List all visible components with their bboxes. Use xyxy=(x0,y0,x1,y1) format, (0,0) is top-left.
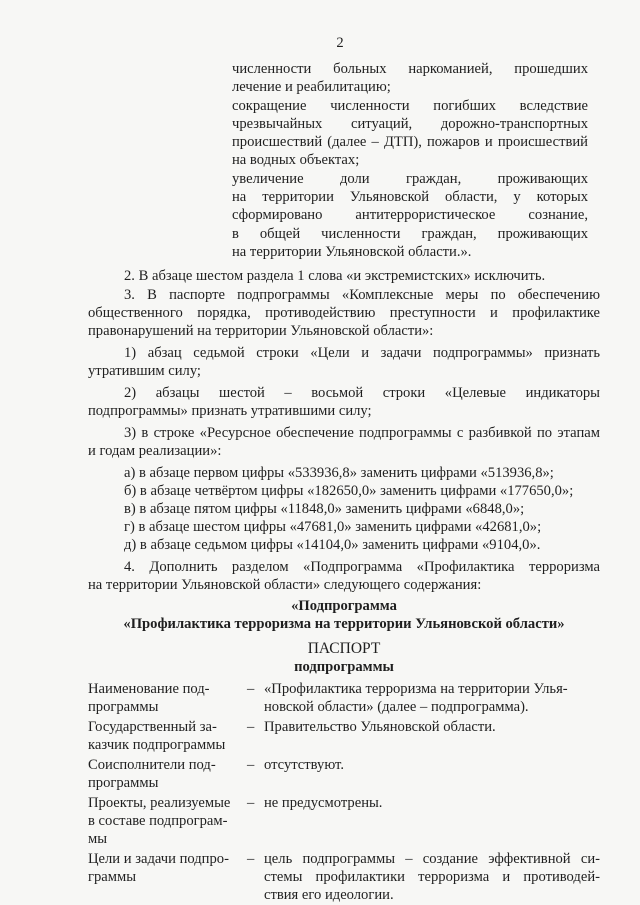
row-value: отсутствуют. xyxy=(264,757,344,773)
row-label: Соисполнители под- xyxy=(88,757,216,773)
text-line: сокращение численности погибших вследствие xyxy=(232,98,588,114)
text-line: на территории Ульяновской области.». xyxy=(232,244,472,260)
text-line: чрезвычайных ситуаций, дорожно-транспортных xyxy=(232,116,588,132)
subitem-g: г) в абзаце шестом цифры «47681,0» заменить цифрами «42681,0»; xyxy=(124,519,542,535)
row-dash: – xyxy=(247,795,255,811)
row-label: Наименование под- xyxy=(88,681,210,697)
item-3-2-line: 2) абзацы шестой – восьмой строки «Целевые индикаторы xyxy=(124,385,600,401)
row-value: «Профилактика терроризма на территории Улья- xyxy=(264,681,568,697)
item-4-line: на территории Ульяновской области» следующего содержания: xyxy=(88,577,482,593)
text-line: лечение и реабилитацию; xyxy=(232,79,391,95)
subitem-a: а) в абзаце первом цифры «533936,8» заменить цифрами «513936,8»; xyxy=(124,465,554,481)
subitem-b: б) в абзаце четвёртом цифры «182650,0» заменить цифрами «177650,0»; xyxy=(124,483,574,499)
row-value: новской области» (далее – подпрограмма). xyxy=(264,699,529,715)
item-4-line: 4. Дополнить разделом «Подпрограмма «Профилактика терроризма xyxy=(124,559,600,575)
row-label: в составе подпрограм- xyxy=(88,813,228,829)
item-2: 2. В абзаце шестом раздела 1 слова «и экстремистских» исключить. xyxy=(124,268,546,284)
subprogram-heading: «Подпрограмма xyxy=(291,598,397,614)
row-value: стемы профилактики терроризма и противодей- xyxy=(264,869,600,885)
item-3-1-line: 1) абзац седьмой строки «Цели и задачи подпрограммы» признать xyxy=(124,345,600,361)
row-label: Цели и задачи подпро- xyxy=(88,851,229,867)
text-line: в общей численности граждан, проживающих xyxy=(232,226,588,242)
item-3-3-line: и годам реализации»: xyxy=(88,443,222,459)
row-label: казчик подпрограммы xyxy=(88,737,226,753)
text-line: численности больных наркоманией, прошедших xyxy=(232,61,588,77)
row-dash: – xyxy=(247,757,255,773)
subprogram-title: «Профилактика терроризма на территории Ульяновской области» xyxy=(123,616,565,632)
row-dash: – xyxy=(247,719,255,735)
row-label: граммы xyxy=(88,869,137,885)
row-label: программы xyxy=(88,699,159,715)
row-value: Правительство Ульяновской области. xyxy=(264,719,496,735)
text-line: сформировано антитеррористическое сознание, xyxy=(232,207,588,223)
row-value: цель подпрограммы – создание эффективной си- xyxy=(264,851,600,867)
text-line: происшествий (далее – ДТП), пожаров и происшествий xyxy=(232,134,588,150)
row-label: Проекты, реализуемые xyxy=(88,795,231,811)
row-label: мы xyxy=(88,831,108,847)
text-line: на водных объектах; xyxy=(232,152,360,168)
text-line: увеличение доли граждан, проживающих xyxy=(232,171,588,187)
page-number: 2 xyxy=(336,35,344,51)
item-3-line: общественного порядка, противодействию преступности и профилактике xyxy=(88,305,600,321)
passport-title: ПАСПОРТ xyxy=(307,640,381,657)
subitem-d: д) в абзаце седьмом цифры «14104,0» заменить цифрами «9104,0». xyxy=(124,537,541,553)
item-3-1-line: утратившим силу; xyxy=(88,363,201,379)
passport-subtitle: подпрограммы xyxy=(294,659,394,675)
subitem-v: в) в абзаце пятом цифры «11848,0» заменить цифрами «6848,0»; xyxy=(124,501,525,517)
row-label: программы xyxy=(88,775,159,791)
row-dash: – xyxy=(247,851,255,867)
row-value: ствия его идеологии. xyxy=(264,887,394,903)
row-label: Государственный за- xyxy=(88,719,217,735)
row-dash: – xyxy=(247,681,255,697)
row-value: не предусмотрены. xyxy=(264,795,383,811)
text-line: на территории Ульяновской области, у которых xyxy=(232,189,588,205)
item-3-2-line: подпрограммы» признать утратившими силу; xyxy=(88,403,372,419)
item-3-line: 3. В паспорте подпрограммы «Комплексные меры по обеспечению xyxy=(124,287,600,303)
item-3-3-line: 3) в строке «Ресурсное обеспечение подпрограммы с разбивкой по этапам xyxy=(124,425,600,441)
item-3-line: правонарушений на территории Ульяновской области»: xyxy=(88,323,434,339)
